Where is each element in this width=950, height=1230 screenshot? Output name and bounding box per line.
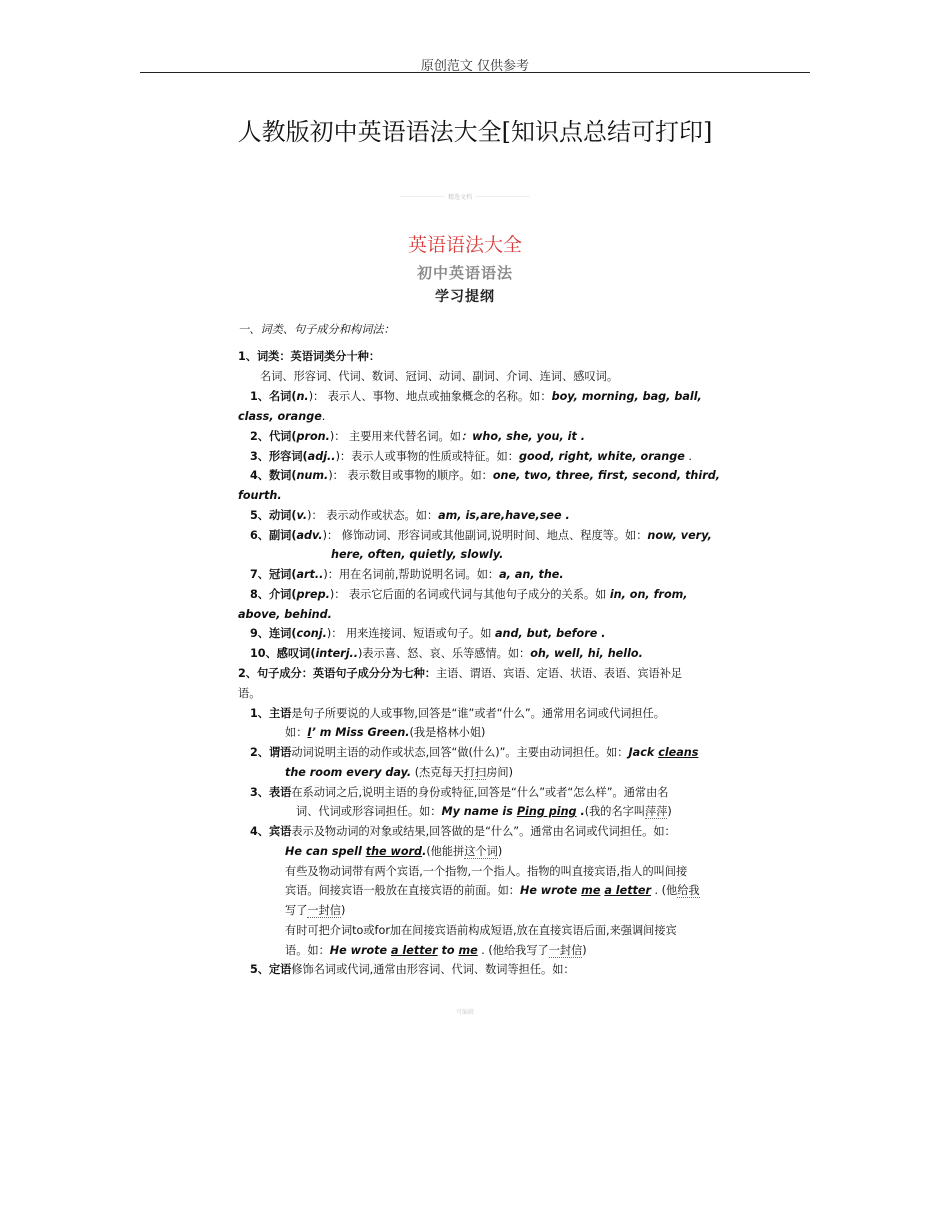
term: 6、副词(	[250, 529, 297, 542]
example: ：who, she, you, it .	[460, 430, 585, 443]
text: 是句子所要说的人或事物,回答是“谁”或者“什么”。通常用名词或代词担任。	[291, 707, 665, 720]
example: here, often, quietly, slowly.	[331, 548, 504, 561]
subject-line	[250, 707, 665, 721]
example: one, two, three, first, second, third,	[492, 469, 720, 482]
term: 3、表语	[250, 786, 292, 799]
verb-line	[250, 509, 570, 523]
abbr: v.	[296, 509, 308, 522]
text: )： 表示数目或事物的顺序。如：	[328, 469, 493, 482]
abbr: prep.	[296, 588, 330, 601]
article-line	[250, 568, 564, 582]
example: He can spell	[285, 845, 366, 858]
example: a, an, the.	[499, 568, 564, 581]
watermark-label: 精选文档	[445, 192, 475, 201]
example: me	[458, 944, 478, 957]
term: 8、介词(	[250, 588, 297, 601]
term: 7、冠词(	[250, 568, 297, 581]
text: .	[321, 410, 326, 423]
translation: 打扫	[463, 766, 487, 779]
term: 4、数词(	[250, 469, 297, 482]
noun-line-cont	[238, 410, 325, 424]
object-example	[285, 845, 502, 859]
example: and, but, before .	[494, 627, 606, 640]
grammar-subtitle: 初中英语语法	[416, 264, 513, 282]
example: me	[581, 884, 601, 897]
abbr: n.	[296, 390, 309, 403]
example: now, very,	[647, 529, 712, 542]
translation: )	[582, 944, 587, 957]
grammar-title: 英语语法大全	[407, 234, 522, 256]
translation: 一封信	[307, 904, 341, 917]
abbr: pron.	[296, 430, 330, 443]
translation: . (他给我写了	[477, 944, 549, 957]
example: in, on, from,	[609, 588, 688, 601]
conjunction-line	[250, 627, 605, 641]
example: He wrote	[519, 884, 582, 897]
translation: 一封信	[548, 944, 583, 957]
translation: 写了	[285, 904, 308, 917]
term: 2、代词(	[250, 430, 297, 443]
example: above, behind.	[238, 608, 332, 621]
translation: )	[497, 845, 503, 858]
word-class-heading: 1、词类：英语词类分十种：	[238, 350, 381, 363]
example: Ping ping	[516, 805, 577, 818]
abbr: art..	[296, 568, 324, 581]
term: 1、名词(	[250, 390, 297, 403]
translation: 萍萍	[645, 805, 668, 818]
example: fourth.	[238, 489, 282, 502]
text: )表示喜、怒、哀、乐等感情。如：	[358, 647, 531, 660]
term: 1、主语	[250, 707, 292, 720]
running-header: 原创范文 仅供参考	[420, 59, 530, 74]
noun-line	[250, 390, 702, 404]
translation: (我是格林小姐)	[409, 726, 486, 739]
term: 9、连词(	[250, 627, 297, 640]
example: oh, well, hi, hello.	[530, 647, 643, 660]
object-note-2-example	[285, 944, 587, 958]
text: )： 表示动作或状态。如：	[307, 509, 439, 522]
term: 5、动词(	[250, 509, 297, 522]
example: to	[437, 944, 459, 957]
abbr: interj..	[315, 647, 359, 660]
predicative-example	[296, 805, 672, 819]
object-note-2: 有时可把介词to或for加在间接宾语前构成短语,放在直接宾语后面,来强调间接宾	[285, 924, 677, 937]
example: a letter	[390, 944, 438, 957]
term: 10、感叹词(	[250, 647, 316, 660]
term: 5、定语	[250, 963, 292, 976]
heading: 2、句子成分：英语句子成分分为七种：	[238, 667, 436, 680]
text: )： 主要用来代替名词。如	[329, 430, 461, 443]
text: .	[684, 450, 692, 463]
text: )： 修饰动词、形容词或其他副词,说明时间、地点、程度等。如：	[322, 529, 648, 542]
predicative-line	[250, 786, 668, 800]
text: 词、代词或形容词担任。如：	[296, 805, 442, 818]
subject-example	[285, 726, 485, 740]
predicate-line	[250, 746, 698, 760]
translation: (我的名字叫	[584, 805, 646, 818]
sentence-parts-heading	[238, 667, 682, 681]
object-note: 有些及物动词带有两个宾语,一个指物,一个指人。指物的叫直接宾语,指人的叫间接	[285, 865, 688, 878]
translation: )	[340, 904, 346, 917]
translation: . (他	[651, 884, 678, 897]
translation: )	[667, 805, 672, 818]
example: .	[576, 805, 585, 818]
term: 2、谓语	[250, 746, 292, 759]
abbr: adv.	[296, 529, 323, 542]
text: )： 表示人、事物、地点或抽象概念的名称。如：	[308, 390, 552, 403]
text: 表示及物动词的对象或结果,回答做的是“什么”。通常由名词或代词担任。如：	[291, 825, 676, 838]
example: He wrote	[329, 944, 391, 957]
example: boy, morning, bag, ball,	[551, 390, 702, 403]
section-heading: 一、词类、句子成分和构词法：	[238, 323, 395, 336]
translation: (杰克每天	[411, 766, 464, 779]
example: the word	[365, 845, 423, 858]
adverb-line-cont	[331, 548, 503, 562]
abbr: num.	[296, 469, 329, 482]
text: 在系动词之后,说明主语的身份或特征,回答是“什么”或者“怎么样”。通常由名	[291, 786, 669, 799]
text: 宾语。间接宾语一般放在直接宾语的前面。如：	[285, 884, 520, 897]
outline-title: 学习提纲	[435, 289, 495, 305]
translation: 房间)	[486, 766, 513, 779]
adverb-line	[250, 529, 712, 543]
preposition-line-cont	[238, 608, 332, 622]
term: 4、宾语	[250, 825, 292, 838]
example: I	[307, 726, 312, 739]
example: Jack	[628, 746, 659, 759]
example: am, is,are,have,see .	[438, 509, 570, 522]
text: 语。如：	[285, 944, 330, 957]
sentence-parts-heading-cont: 语。	[238, 687, 261, 700]
translation: (他能拼	[426, 845, 465, 858]
text: )：表示人或事物的性质或特征。如：	[335, 450, 519, 463]
example: class, orange	[238, 410, 322, 423]
text: 修饰名词或代词,通常由形容词、代词、数词等担任。如：	[291, 963, 575, 976]
text: )： 用来连接词、短语或句子。如	[326, 627, 495, 640]
predicate-example	[285, 766, 513, 780]
numeral-line	[250, 469, 720, 483]
translation: 这个词	[464, 845, 498, 858]
term: 3、形容词(	[250, 450, 308, 463]
example: My name is	[441, 805, 517, 818]
adjective-line	[250, 450, 692, 464]
translation: 给我	[677, 884, 700, 897]
pronoun-line	[250, 430, 585, 444]
page-footer: 可编辑	[455, 1009, 474, 1016]
object-line	[250, 825, 676, 839]
example: cleans	[658, 746, 699, 759]
interjection-line	[250, 647, 643, 661]
word-class-list: 名词、形容词、代词、数词、冠词、动词、副词、介词、连词、感叹词。	[260, 370, 619, 383]
abbr: adj..	[307, 450, 336, 463]
example: good, right, white, orange	[518, 450, 685, 463]
text: 动词说明主语的动作或状态,回答“做(什么)”。主要由动词担任。如：	[291, 746, 629, 759]
abbr: conj.	[296, 627, 327, 640]
text: 主语、谓语、宾语、定语、状语、表语、宾语补足	[435, 667, 683, 680]
numeral-line-cont	[238, 489, 282, 503]
example: .	[422, 845, 427, 858]
example: a letter	[604, 884, 651, 897]
attribute-line	[250, 963, 575, 977]
preposition-line	[250, 588, 688, 602]
example: ’ m Miss Green.	[311, 726, 410, 739]
header-rule	[140, 72, 810, 73]
text: )： 表示它后面的名词或代词与其他句子成分的关系。如	[329, 588, 610, 601]
text: )：用在名词前,帮助说明名词。如：	[323, 568, 500, 581]
text: 如：	[285, 726, 308, 739]
document-title: 人教版初中英语语法大全[知识点总结可打印]	[237, 118, 713, 146]
example: the room every day.	[285, 766, 412, 779]
object-note-example	[285, 884, 700, 898]
object-note-translation	[285, 904, 345, 918]
